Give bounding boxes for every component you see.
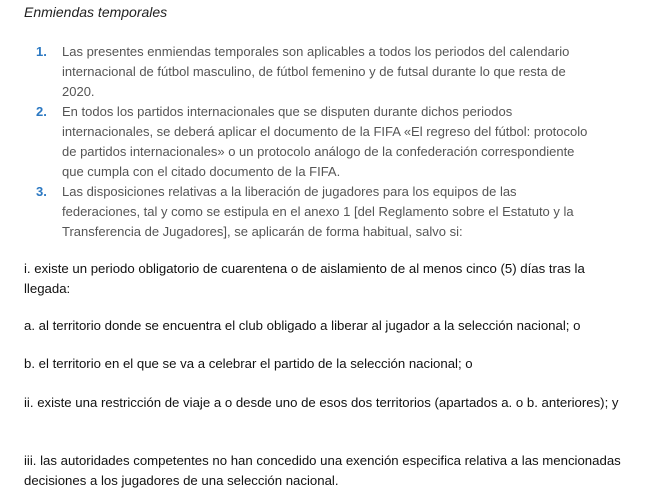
paragraph-b: b. el territorio en el que se va a celebrar el partido de la selección nacional; o [24, 356, 473, 371]
list-item [36, 102, 596, 182]
list-number: 1. [36, 44, 47, 59]
paragraph-iii: iii. las autoridades competentes no han concedido una exención especifica relativa a las mencionadas decisiones a los jugadores de una selección nacional. [24, 453, 621, 488]
list-item [36, 182, 596, 242]
list-text: En todos los partidos internacionales que se disputen durante dichos periodos internacionales, se deberá aplicar el documento de la FIFA «El regreso del fútbol: protocolo de partidos internacionales» o un protocolo análogo de la confederación correspondiente que cumpla con el citado documento de la FIFA. [62, 104, 588, 179]
paragraph-ii: ii. existe una restricción de viaje a o desde uno de esos dos territorios (apartados a. o b. anteriores); y [24, 395, 619, 410]
section-heading: Enmiendas temporales [24, 4, 168, 20]
list-text: Las disposiciones relativas a la liberación de jugadores para los equipos de las federaciones, tal y como se estipula en el anexo 1 [del Reglamento sobre el Estatuto y la Transferencia de Jugadores], se aplicarán de forma habitual, salvo si: [62, 184, 574, 239]
paragraph-i: i. existe un periodo obligatorio de cuarentena o de aislamiento de al menos cinco (5) días tras la llegada: [24, 261, 585, 296]
numbered-list [36, 42, 596, 242]
list-number: 2. [36, 104, 47, 119]
list-item [36, 42, 596, 102]
list-number: 3. [36, 184, 47, 199]
list-text: Las presentes enmiendas temporales son aplicables a todos los periodos del calendario internacional de fútbol masculino, de fútbol femenino y de futsal durante lo que resta de 2020. [62, 44, 570, 99]
paragraph-a: a. al territorio donde se encuentra el club obligado a liberar al jugador a la selección nacional; o [24, 318, 581, 333]
